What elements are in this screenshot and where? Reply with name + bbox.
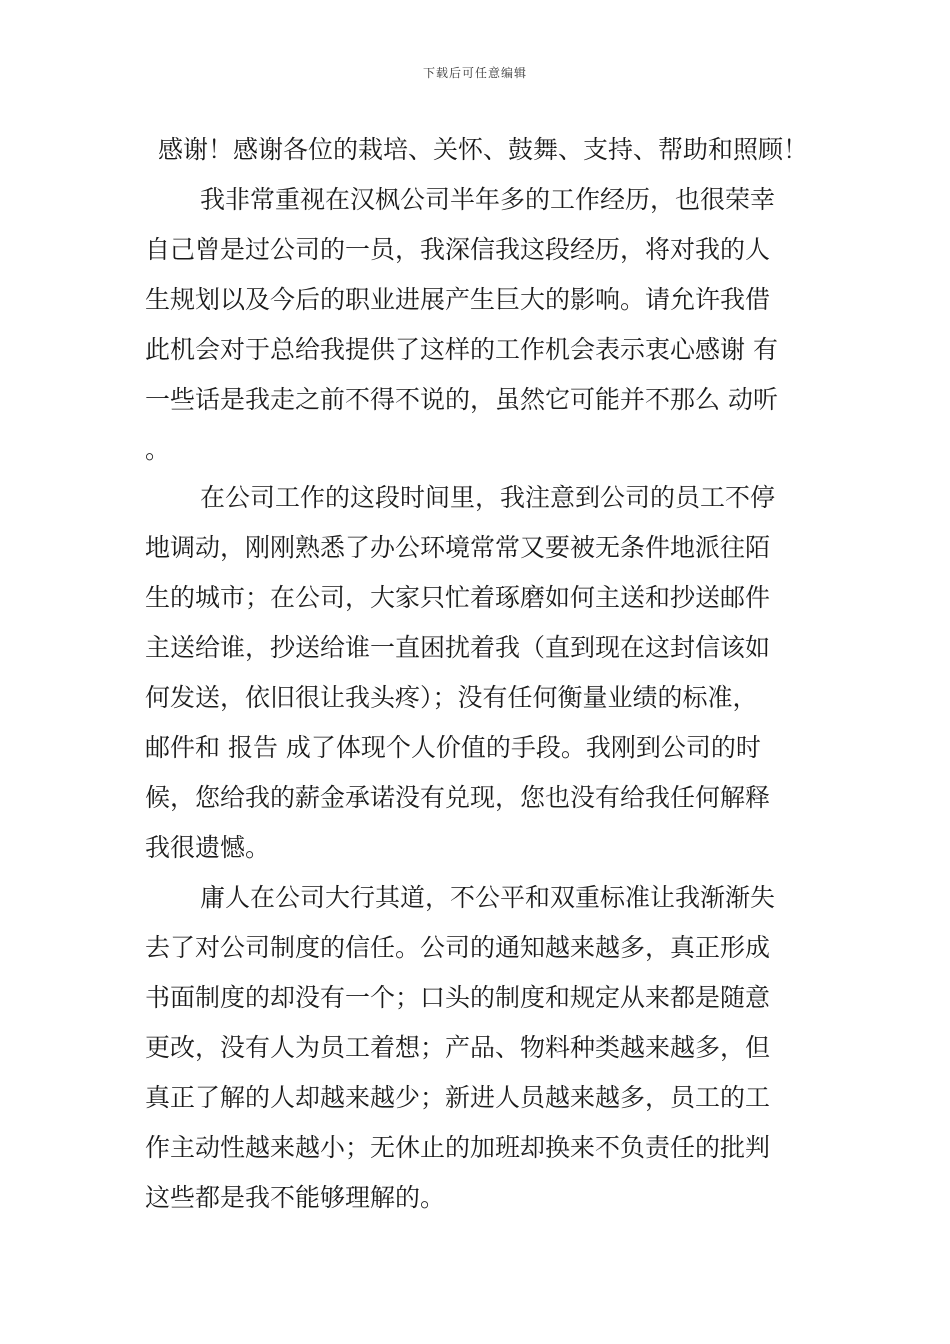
text-line: 自己曾是过公司的一员，我深信我这段经历，将对我的人: [145, 235, 771, 264]
text-line: 生规划以及今后的职业进展产生巨大的影响。请允许我借: [145, 285, 771, 314]
text-line: 邮件和 报告 成了体现个人价值的手段。我刚到公司的时: [145, 733, 761, 762]
text-line: 更改，没有人为员工着想；产品、物料种类越来越多，但: [145, 1033, 771, 1062]
text-line: 书面制度的却没有一个；口头的制度和规定从来都是随意: [145, 983, 771, 1012]
text-line: 一些话是我走之前不得不说的，虽然它可能并不那么 动听: [145, 385, 778, 414]
paragraph-start: 我非常重视在汉枫公司半年多的工作经历，也很荣幸: [200, 185, 776, 214]
paragraph-start: 在公司工作的这段时间里，我注意到公司的员工不停: [200, 483, 776, 512]
text-line: 何发送，依旧很让我头疼）；没有任何衡量业绩的标准，: [145, 683, 758, 712]
paragraph-start: 庸人在公司大行其道，不公平和双重标准让我渐渐失: [200, 883, 776, 912]
text-line: 此机会对于总给我提供了这样的工作机会表示衷心感谢 有: [145, 335, 778, 364]
text-line: 去了对公司制度的信任。公司的通知越来越多，真正形成: [145, 933, 771, 962]
text-line: 地调动，刚刚熟悉了办公环境常常又要被无条件地派往陌: [145, 533, 771, 562]
text-line: 这些都是我不能够理解的。: [145, 1183, 446, 1212]
text-line: 作主动性越来越小；无休止的加班却换来不负责任的批判: [145, 1133, 771, 1162]
text-line: 候，您给我的薪金承诺没有兑现，您也没有给我任何解释: [145, 783, 771, 812]
text-line: 真正了解的人却越来越少；新进人员越来越多，员工的工: [145, 1083, 771, 1112]
text-line: 主送给谁，抄送给谁一直困扰着我（直到现在这封信该如: [145, 633, 771, 662]
text-line: 生的城市；在公司，大家只忙着琢磨如何主送和抄送邮件: [145, 583, 771, 612]
text-line: 。: [145, 435, 171, 464]
text-line: 我很遗憾。: [145, 833, 271, 862]
page-header: 下载后可任意编辑: [422, 66, 527, 80]
text-line: 感谢！感谢各位的栽培、关怀、鼓舞、支持、帮助和照顾！: [158, 135, 809, 164]
